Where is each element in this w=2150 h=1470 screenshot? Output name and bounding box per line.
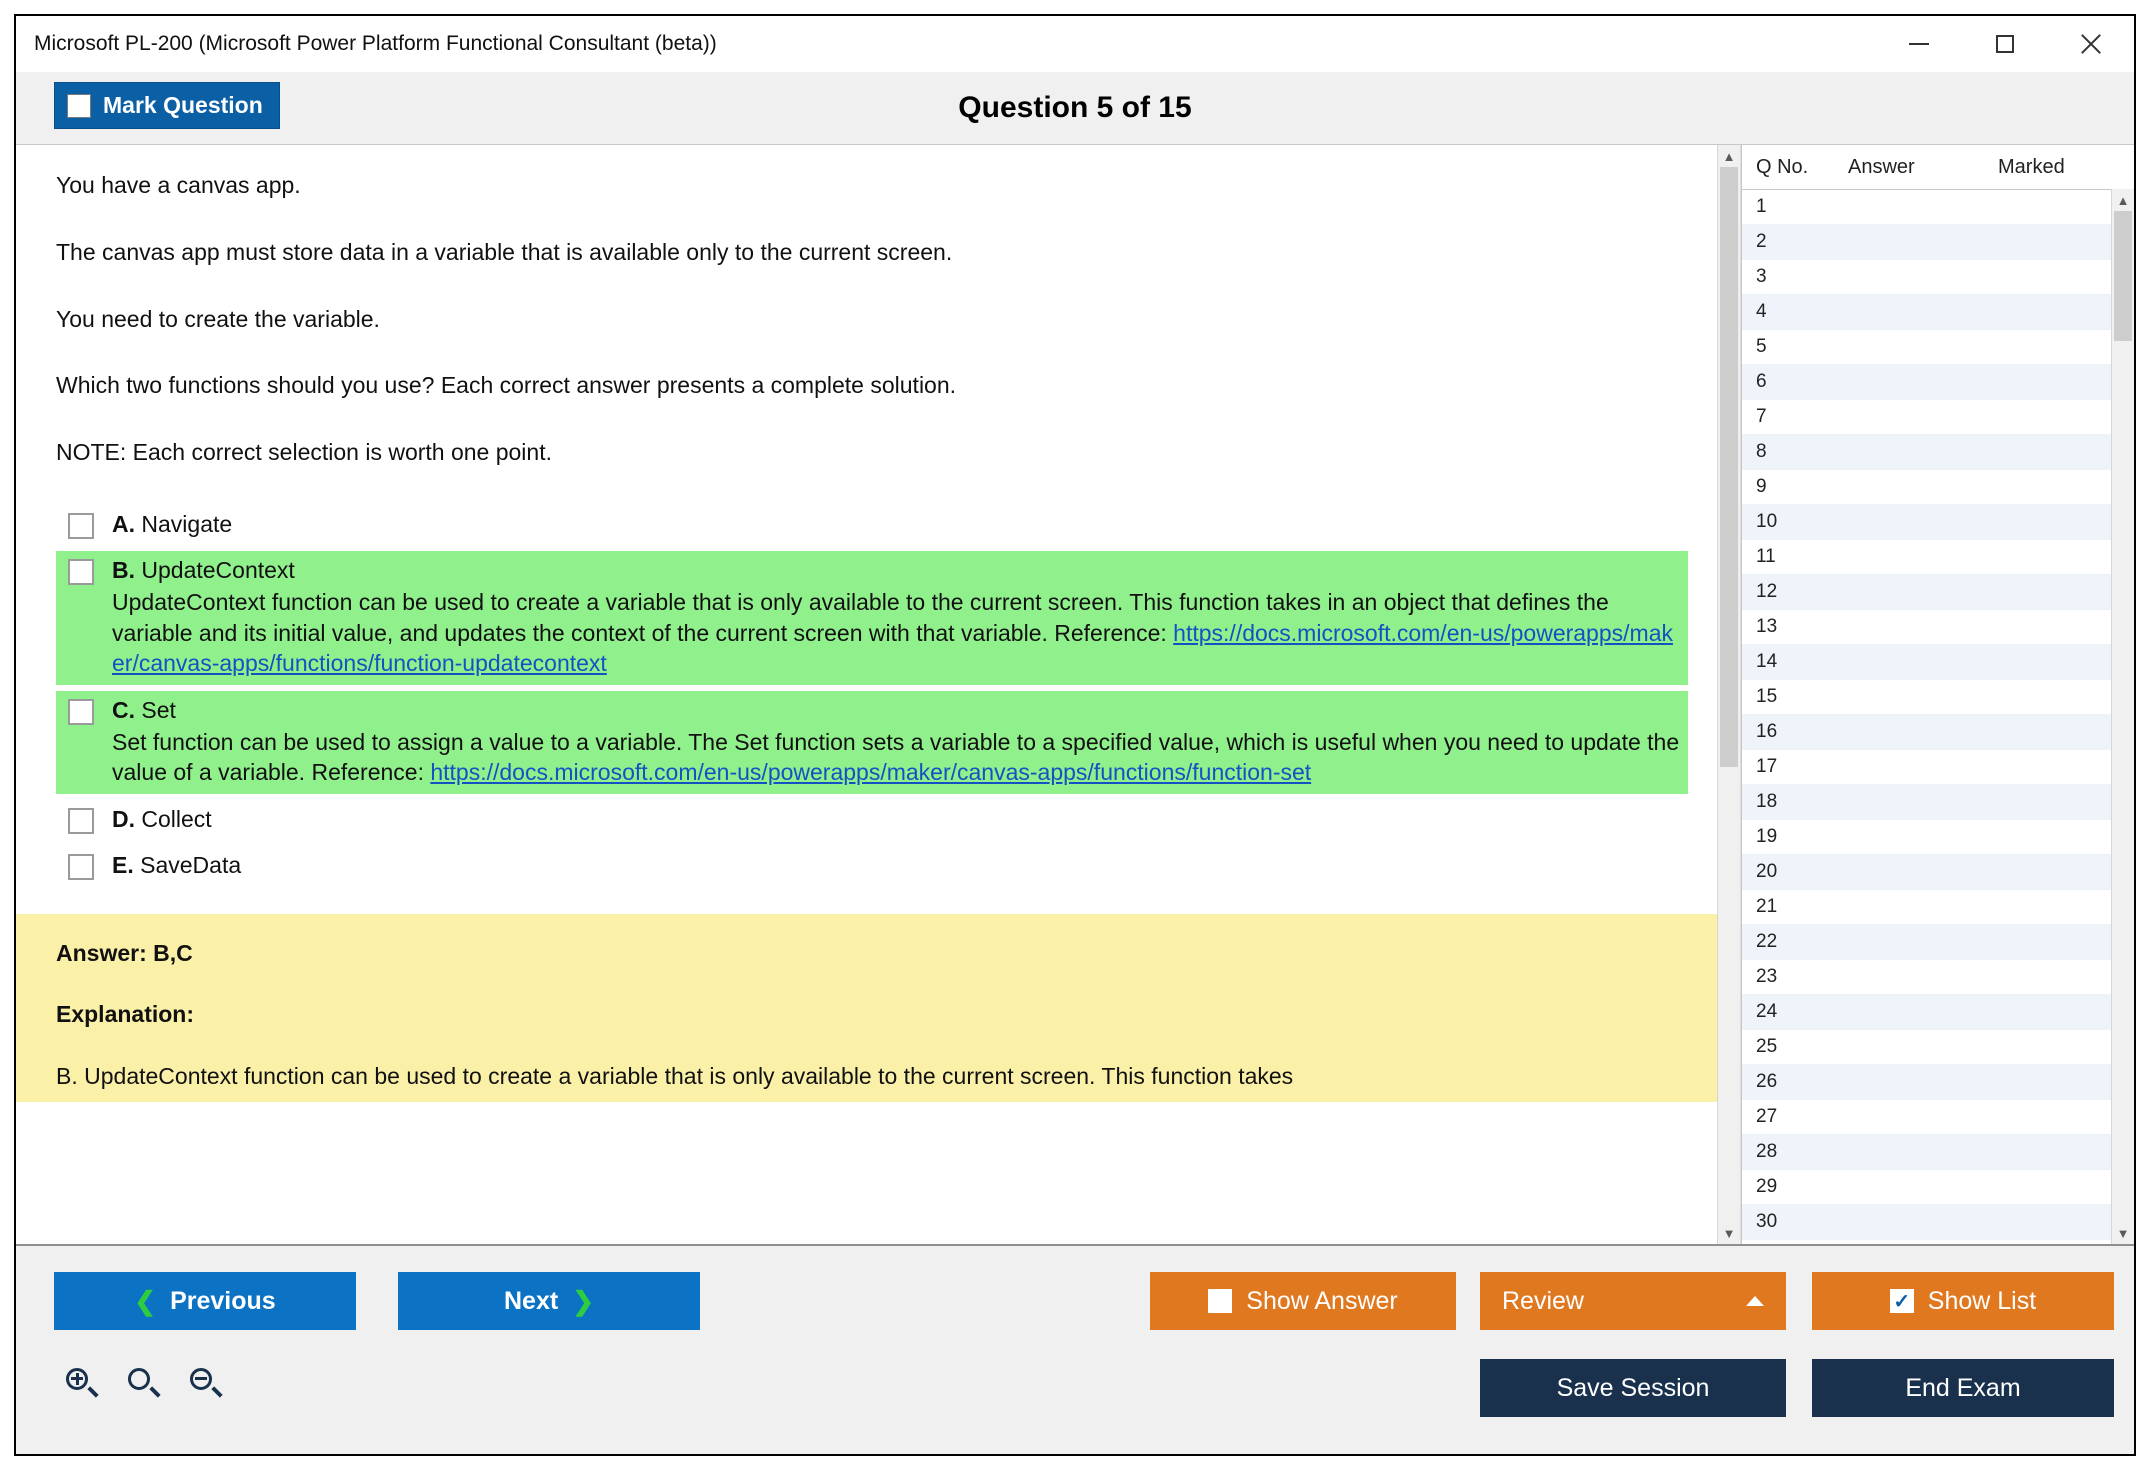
question-list-row[interactable] — [1742, 190, 2134, 225]
list-scroll-thumb[interactable] — [2114, 211, 2132, 341]
option-c-checkbox[interactable] — [68, 699, 94, 725]
question-list-row[interactable] — [1742, 1170, 2134, 1205]
close-icon[interactable] — [2048, 16, 2134, 72]
stem-line: You have a canvas app. — [56, 172, 301, 198]
row-question-number: 20 — [1756, 861, 1778, 882]
row-question-number: 25 — [1756, 1036, 1778, 1057]
option-a-checkbox[interactable] — [68, 513, 94, 539]
save-session-button[interactable] — [1480, 1359, 1786, 1417]
question-list-row[interactable] — [1742, 960, 2134, 995]
question-list-row[interactable] — [1742, 890, 2134, 925]
option-c-text: Set — [141, 696, 176, 723]
question-list-row[interactable] — [1742, 225, 2134, 260]
question-list-row[interactable] — [1742, 575, 2134, 610]
scroll-down-icon[interactable]: ▼ — [1722, 1225, 1736, 1241]
zoom-toolbar — [64, 1366, 222, 1400]
row-question-number: 2 — [1756, 231, 1767, 252]
list-scroll-down-icon[interactable]: ▼ — [2116, 1225, 2130, 1241]
question-list-row[interactable] — [1742, 1030, 2134, 1065]
question-list-row[interactable] — [1742, 750, 2134, 785]
answer-explanation-box — [16, 914, 1718, 1102]
show-answer-checkbox[interactable] — [1208, 1289, 1232, 1313]
chevron-left-icon: ❮ — [134, 1285, 157, 1316]
zoom-out-icon[interactable] — [188, 1366, 222, 1400]
option-b-body — [112, 555, 1682, 678]
question-list-row[interactable] — [1742, 1135, 2134, 1170]
question-list-row[interactable] — [1742, 715, 2134, 750]
question-stem — [56, 171, 1688, 467]
row-question-number: 6 — [1756, 371, 1767, 392]
row-question-number: 13 — [1756, 616, 1778, 637]
save-session-label: Save Session — [1556, 1373, 1710, 1402]
question-scrollbar[interactable] — [1717, 145, 1740, 1244]
caret-up-icon — [1746, 1296, 1764, 1306]
row-question-number: 7 — [1756, 406, 1767, 427]
answer-label: Answer: B,C — [56, 940, 193, 967]
option-d[interactable] — [56, 800, 1688, 840]
row-question-number: 11 — [1756, 546, 1776, 567]
row-question-number: 23 — [1756, 966, 1778, 987]
question-list-rows — [1742, 190, 2134, 1244]
option-c[interactable] — [56, 691, 1688, 794]
question-list-row[interactable] — [1742, 540, 2134, 575]
row-question-number: 14 — [1756, 651, 1778, 672]
question-list-row[interactable] — [1742, 610, 2134, 645]
answer-options — [56, 505, 1688, 887]
option-e-checkbox[interactable] — [68, 854, 94, 880]
question-list-row[interactable] — [1742, 435, 2134, 470]
row-question-number: 9 — [1756, 476, 1767, 497]
question-list-row[interactable] — [1742, 855, 2134, 890]
option-b-explanation-text: UpdateContext function can be used to create a variable that is only available to the current screen. This function takes in an object that defines the variable and its initial value, and updates the context of the current screen with that variable. Reference: — [112, 589, 1609, 646]
question-pane — [16, 145, 1741, 1244]
row-question-number: 21 — [1756, 896, 1778, 917]
next-button[interactable] — [398, 1272, 700, 1330]
row-question-number: 4 — [1756, 301, 1767, 322]
question-list-row[interactable] — [1742, 1205, 2134, 1240]
option-e[interactable] — [56, 846, 1688, 886]
column-header-qno: Q No. — [1756, 155, 1809, 178]
question-list-row[interactable] — [1742, 295, 2134, 330]
question-list-row[interactable] — [1742, 470, 2134, 505]
next-label: Next — [504, 1286, 559, 1315]
row-question-number: 18 — [1756, 791, 1778, 812]
option-b-reference-link[interactable]: https://docs.microsoft.com/en-us/powerapps/maker/canvas-apps/functions/function-updatecontext — [112, 619, 1673, 677]
option-a-text: Navigate — [141, 510, 233, 537]
stem-line: NOTE: Each correct selection is worth one point. — [56, 439, 552, 465]
option-b-text: UpdateContext — [141, 557, 295, 584]
show-list-checkbox[interactable]: ✓ — [1890, 1289, 1914, 1313]
window-controls — [1876, 16, 2134, 72]
column-header-answer: Answer — [1848, 155, 1915, 178]
row-question-number: 16 — [1756, 721, 1778, 742]
show-list-button[interactable] — [1812, 1272, 2114, 1330]
question-list-row[interactable] — [1742, 505, 2134, 540]
row-question-number: 15 — [1756, 686, 1778, 707]
previous-button[interactable] — [54, 1272, 356, 1330]
previous-label: Previous — [170, 1286, 276, 1315]
option-a-body — [112, 509, 232, 539]
question-list-scrollbar[interactable] — [2111, 189, 2134, 1244]
option-b-letter: B. — [112, 557, 135, 584]
zoom-in-icon[interactable] — [64, 1366, 98, 1400]
stem-line: The canvas app must store data in a variable that is available only to the current screen. — [56, 238, 953, 265]
row-question-number: 5 — [1756, 336, 1767, 357]
review-label: Review — [1502, 1286, 1584, 1315]
row-question-number: 24 — [1756, 1001, 1778, 1022]
option-e-text: SaveData — [140, 851, 242, 878]
question-list-row[interactable] — [1742, 400, 2134, 435]
option-c-explanation-text: Set function can be used to assign a value to a variable. The Set function sets a variable to a specified value, which is useful when you need to update the value of a variable. Reference: — [112, 728, 1680, 786]
option-e-body — [112, 850, 241, 880]
option-a-letter: A. — [112, 510, 135, 537]
footer-bar — [16, 1244, 2134, 1454]
option-d-checkbox[interactable] — [68, 808, 94, 834]
mark-question-label: Mark Question — [103, 92, 263, 118]
row-question-number: 27 — [1756, 1106, 1778, 1127]
minimize-icon[interactable] — [1876, 16, 1962, 72]
question-list-row[interactable] — [1742, 365, 2134, 400]
header-bar — [16, 72, 2134, 145]
stem-line: Which two functions should you use? Each correct answer presents a complete solution. — [56, 372, 957, 399]
explanation-text: B. UpdateContext function can be used to create a variable that is only available to the current screen. This function takes — [56, 1063, 1294, 1090]
option-d-text: Collect — [141, 805, 212, 832]
question-list-row[interactable] — [1742, 1100, 2134, 1135]
question-list-row[interactable] — [1742, 820, 2134, 855]
window-title: Microsoft PL-200 (Microsoft Power Platform Functional Consultant (beta)) — [34, 32, 717, 55]
row-question-number: 10 — [1756, 511, 1778, 532]
row-question-number: 28 — [1756, 1141, 1778, 1162]
question-list-row[interactable] — [1742, 680, 2134, 715]
scroll-up-icon[interactable]: ▲ — [1722, 148, 1736, 164]
option-c-explanation — [112, 727, 1682, 788]
option-b[interactable] — [56, 551, 1688, 684]
option-e-letter: E. — [112, 851, 134, 878]
option-d-letter: D. — [112, 805, 135, 832]
question-list-row[interactable] — [1742, 645, 2134, 680]
row-question-number: 8 — [1756, 441, 1767, 462]
explanation-label: Explanation: — [56, 1001, 195, 1028]
chevron-right-icon: ❯ — [572, 1285, 594, 1316]
exam-window — [14, 14, 2136, 1456]
row-question-number: 26 — [1756, 1071, 1778, 1092]
question-list-row[interactable] — [1742, 1065, 2134, 1100]
option-b-explanation — [112, 587, 1682, 678]
question-list-row[interactable] — [1742, 785, 2134, 820]
option-c-reference-link[interactable]: https://docs.microsoft.com/en-us/powerapps/maker/canvas-apps/functions/function-set — [430, 759, 1312, 786]
body-area — [16, 145, 2134, 1244]
row-question-number: 3 — [1756, 266, 1767, 287]
row-question-number: 17 — [1756, 756, 1778, 777]
question-list-row[interactable] — [1742, 995, 2134, 1030]
option-d-body — [112, 804, 212, 834]
list-scroll-up-icon[interactable]: ▲ — [2116, 192, 2130, 208]
column-header-marked: Marked — [1998, 155, 2065, 178]
end-exam-label: End Exam — [1905, 1373, 2021, 1402]
title-bar — [16, 16, 2134, 72]
row-question-number: 1 — [1756, 196, 1767, 217]
show-list-label: Show List — [1927, 1286, 2037, 1315]
option-c-body — [112, 695, 1682, 788]
question-counter: Question 5 of 15 — [958, 91, 1192, 124]
question-list-row[interactable] — [1742, 925, 2134, 960]
stem-line: You need to create the variable. — [56, 305, 380, 332]
review-dropdown-button[interactable] — [1480, 1272, 1786, 1330]
row-question-number: 29 — [1756, 1176, 1778, 1197]
question-list-header — [1742, 145, 2134, 190]
question-list-row[interactable] — [1742, 330, 2134, 365]
question-scroll-area — [16, 145, 1718, 1244]
maximize-icon[interactable] — [1962, 16, 2048, 72]
option-c-letter: C. — [112, 696, 135, 723]
end-exam-button[interactable] — [1812, 1359, 2114, 1417]
mark-question-button[interactable] — [54, 82, 280, 129]
show-answer-button[interactable] — [1150, 1272, 1456, 1330]
row-question-number: 12 — [1756, 581, 1778, 602]
zoom-icon[interactable] — [126, 1366, 160, 1400]
option-b-checkbox[interactable] — [68, 559, 94, 585]
mark-question-checkbox[interactable] — [67, 94, 91, 118]
question-list-pane — [1741, 145, 2134, 1244]
question-list-row[interactable] — [1742, 260, 2134, 295]
option-a[interactable] — [56, 505, 1688, 545]
row-question-number: 22 — [1756, 931, 1778, 952]
show-answer-label: Show Answer — [1246, 1286, 1398, 1315]
row-question-number: 30 — [1756, 1211, 1778, 1232]
row-question-number: 19 — [1756, 826, 1778, 847]
question-scroll-thumb[interactable] — [1720, 167, 1738, 767]
